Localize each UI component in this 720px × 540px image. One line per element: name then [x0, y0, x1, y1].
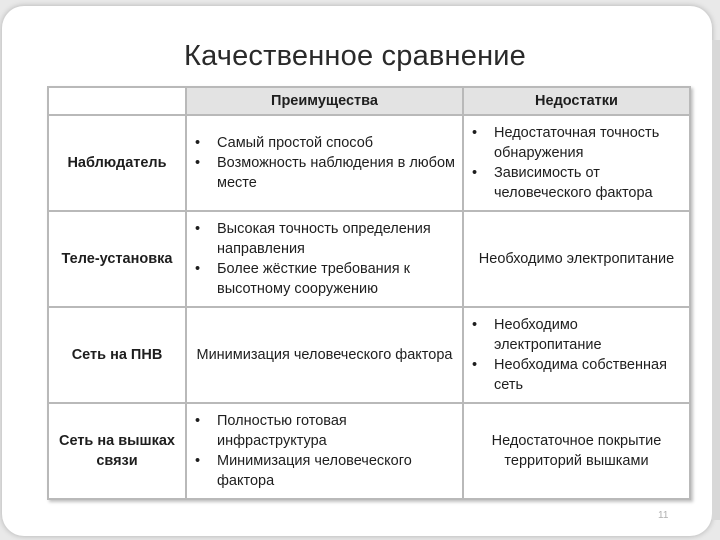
disadvantages-cell	[463, 115, 690, 211]
list-item: • Полностью готовая инфраструктура	[217, 411, 456, 451]
table-row	[48, 115, 690, 211]
row-label-tv-unit: Теле-установка	[48, 211, 186, 307]
advantages-cell: Минимизация человеческого фактора	[186, 307, 463, 403]
slide-edge	[712, 40, 720, 520]
list-item: • Возможность наблюдения в любом месте	[217, 153, 456, 193]
table-header-row	[48, 87, 690, 115]
list-item: • Зависимость от человеческого фактора	[494, 163, 683, 203]
advantages-cell	[186, 211, 463, 307]
list-item: • Минимизация человеческого фактора	[217, 451, 456, 491]
page-number: 11	[658, 510, 669, 521]
header-cell-empty	[48, 87, 186, 115]
slide-title: Качественное сравнение	[184, 40, 527, 72]
disadvantages-cell	[463, 307, 690, 403]
advantages-cell	[186, 115, 463, 211]
list-item: • Недостаточная точность обнаружения	[494, 123, 683, 163]
row-label-observer: Наблюдатель	[48, 115, 186, 211]
row-label-tower-network: Сеть на вышках связи	[48, 403, 186, 499]
disadvantages-cell: Необходимо электропитание	[463, 211, 690, 307]
list-item: • Более жёсткие требования к высотному сооружению	[217, 259, 456, 299]
comparison-table	[47, 86, 691, 500]
list-item: • Самый простой способ	[217, 133, 456, 153]
header-disadvantages: Недостатки	[463, 87, 690, 115]
header-advantages: Преимущества	[186, 87, 463, 115]
disadvantages-cell: Недостаточное покрытие территорий вышками	[463, 403, 690, 499]
table-row	[48, 211, 690, 307]
advantages-cell	[186, 403, 463, 499]
table-row	[48, 403, 690, 499]
row-label-pnv-network: Сеть на ПНВ	[48, 307, 186, 403]
list-item: • Необходима собственная сеть	[494, 355, 683, 395]
table-row	[48, 307, 690, 403]
list-item: • Высокая точность определения направления	[217, 219, 456, 259]
list-item: • Необходимо электропитание	[494, 315, 683, 355]
